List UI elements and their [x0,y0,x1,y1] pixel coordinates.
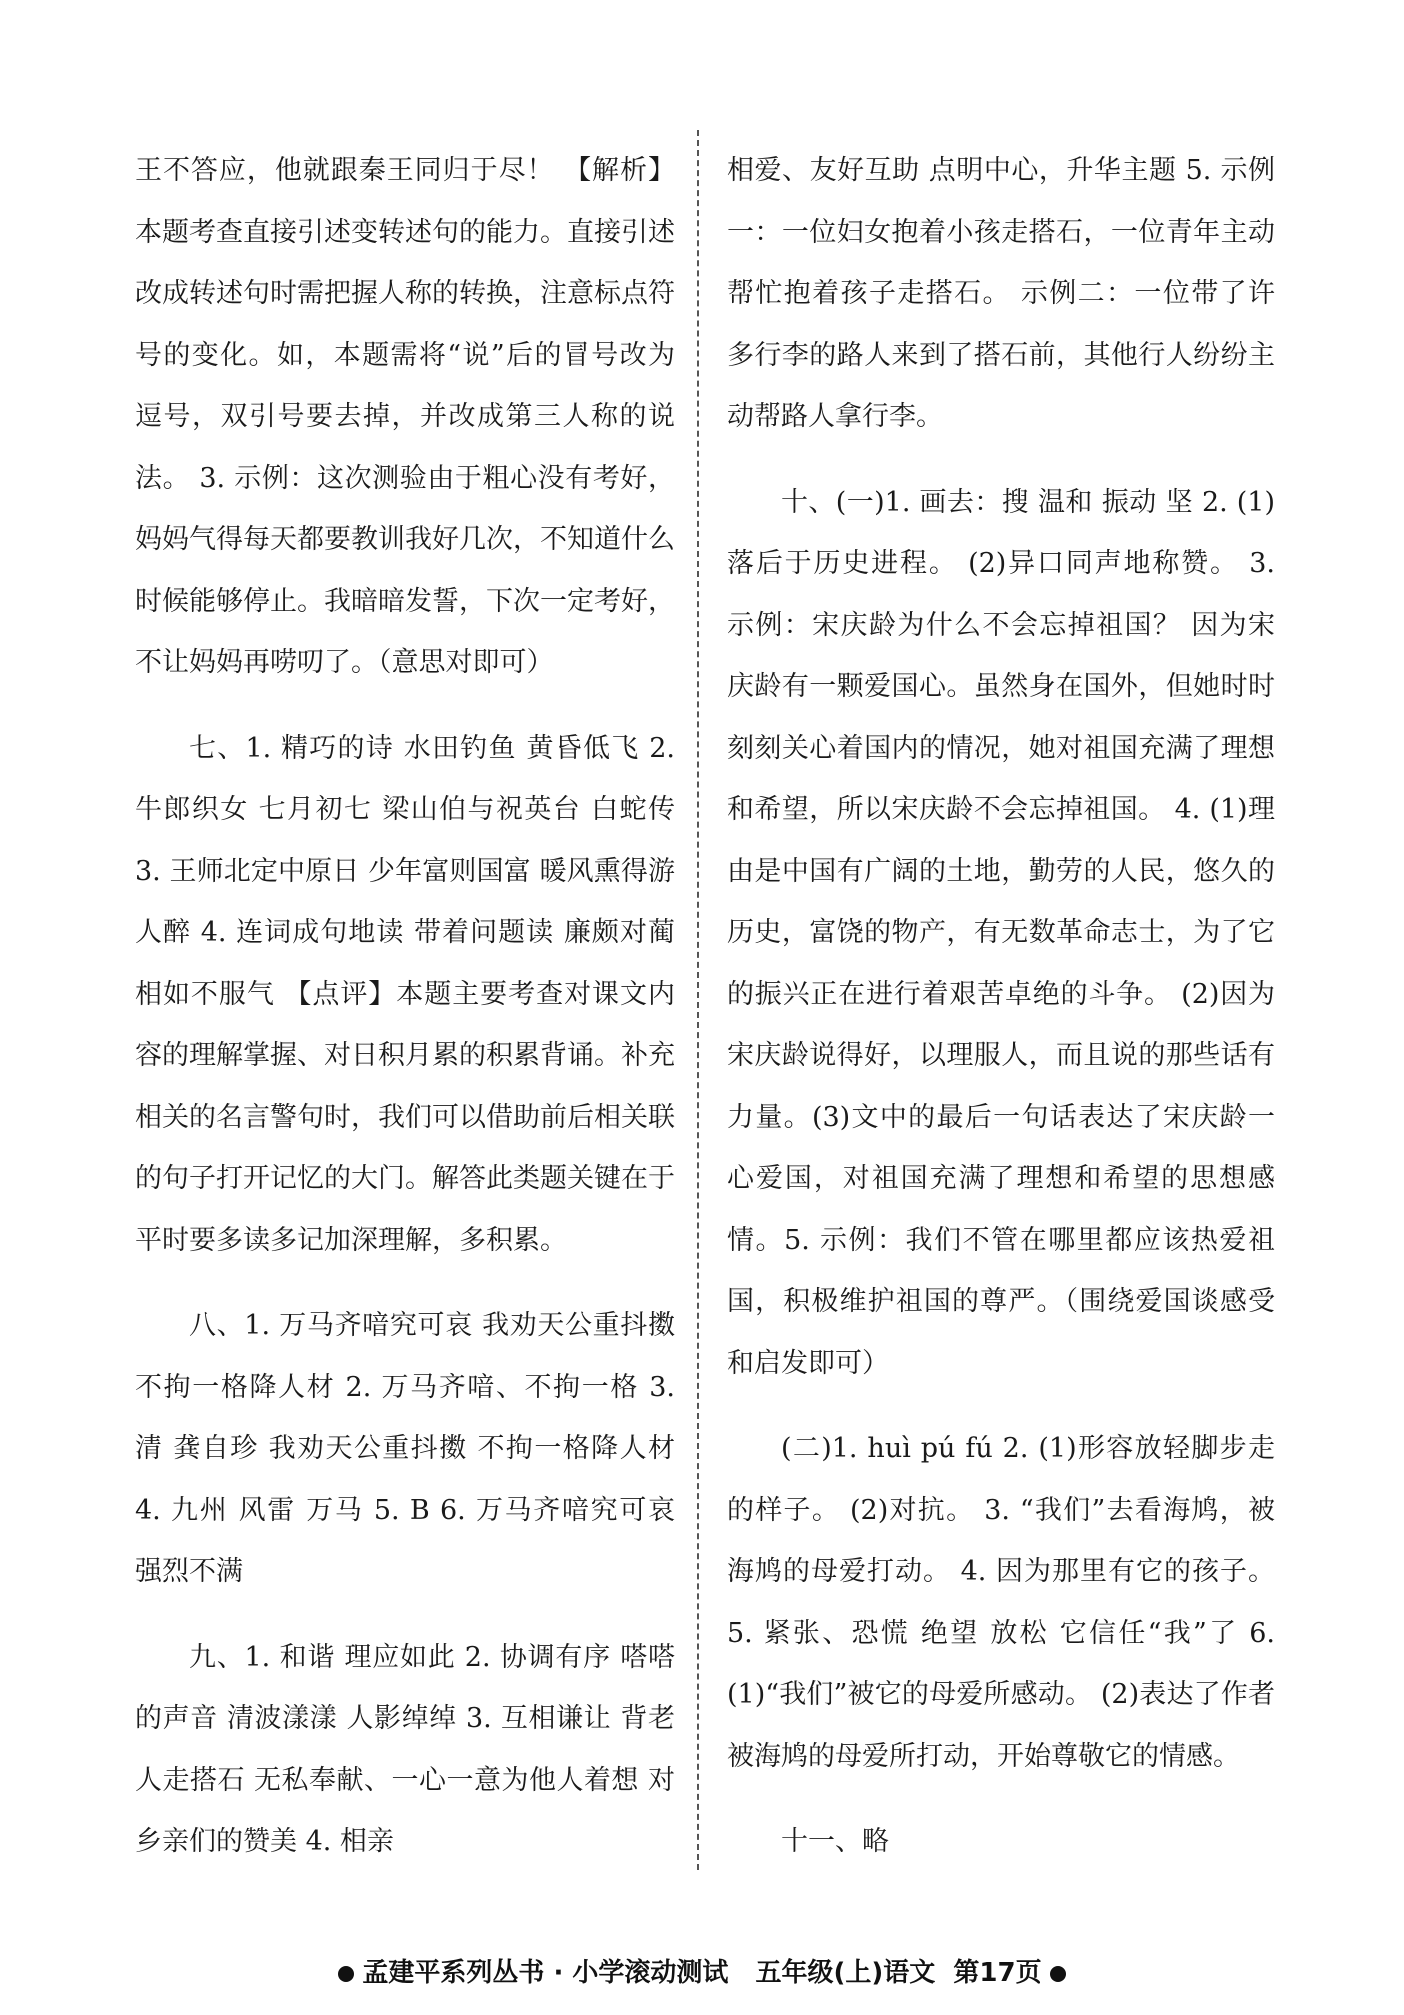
right-para-2: 十、(一)1. 画去：搜 温和 振动 坚 2. (1)落后于历史进程。 (2)异口同声地称赞。 3. 示例：宋庆龄为什么不会忘掉祖国？ 因为宋庆龄有一颗爱国心。虽然身在国外，但她时时刻刻关心着国内的情况，她对祖国充满了理想和希望，所以宋庆龄不会忘掉祖国。 4. (1)理由是中国有广阔的土地，勤劳的人民，悠久的历史，富饶的物产，有无数革命志士，为了它的振兴正在进行着艰苦卓绝的斗争。 (2)因为宋庆龄说得好，以理服人，而且说的那些话有力量。(3)文中的最后一句话表达了宋庆龄一心爱国，对祖国充满了理想和希望的思想感情。5. 示例：我们不管在哪里都应该热爱祖国，积极维护祖国的尊严。（围绕爱国谈感受和启发即可） [727,486,1275,1379]
footer-page-number: 第17页 [953,1958,1042,1988]
right-column [727,140,1275,1873]
right-para-4: 十一、略 [781,1826,889,1857]
footer-series: 孟建平系列丛书 · 小学滚动测试 [362,1958,729,1988]
bullet-dot-icon [338,1966,354,1982]
right-para-3: (二)1. huì pú fú 2. (1)形容放轻脚步走的样子。 (2)对抗。 3. “我们”去看海鸠，被海鸠的母爱打动。 4. 因为那里有它的孩子。 5. 紧张、恐慌 绝望 放松 它信任“我”了 6. (1)“我们”被它的母爱所感动。 (2)表达了作者被海鸠的母爱所打动，开始尊敬它的情感。 [727,1433,1275,1772]
left-column [135,140,675,1873]
left-para-1: 王不答应，他就跟秦王同归于尽！ 【解析】本题考查直接引述变转述句的能力。直接引述改成转述句时需把握人称的转换，注意标点符号的变化。如，本题需将“说”后的冒号改为逗号，双引号要去掉，并改成第三人称的说法。 3. 示例：这次测验由于粗心没有考好，妈妈气得每天都要教训我好几次，不知道什么时候能够停止。我暗暗发誓，下次一定考好，不让妈妈再唠叨了。（意思对即可） [135,155,675,678]
left-para-2: 七、1. 精巧的诗 水田钓鱼 黄昏低飞 2. 牛郎织女 七月初七 梁山伯与祝英台 白蛇传 3. 王师北定中原日 少年富则国富 暖风熏得游人醉 4. 连词成句地读 带着问题读 廉颇对蔺相如不服气 【点评】本题主要考查对课文内容的理解掌握、对日积月累的积累背诵。补充相关的名言警句时，我们可以借助前后相关联的句子打开记忆的大门。解答此类题关键在于平时要多读多记加深理解，多积累。 [135,732,675,1256]
bullet-dot-icon [1050,1966,1066,1982]
left-para-4: 九、1. 和谐 理应如此 2. 协调有序 嗒嗒的声音 清波漾漾 人影绰绰 3. 互相谦让 背老人走搭石 无私奉献、一心一意为他人着想 对乡亲们的赞美 4. 相亲 [135,1641,675,1857]
footer-grade-subject: 五年级(上)语文 [755,1958,936,1988]
left-para-3: 八、1. 万马齐喑究可哀 我劝天公重抖擞 不拘一格降人材 2. 万马齐喑、不拘一格 3. 清 龚自珍 我劝天公重抖擞 不拘一格降人材 4. 九州 风雷 万马 5. B 6. 万马齐喑究可哀 强烈不满 [135,1310,675,1587]
right-para-1: 相爱、友好互助 点明中心，升华主题 5. 示例一：一位妇女抱着小孩走搭石，一位青年主动帮忙抱着孩子走搭石。 示例二：一位带了许多行李的路人来到了搭石前，其他行人纷纷主动帮路人拿行李。 [727,155,1275,432]
column-divider [697,130,699,1870]
page-footer [0,1952,1404,1989]
